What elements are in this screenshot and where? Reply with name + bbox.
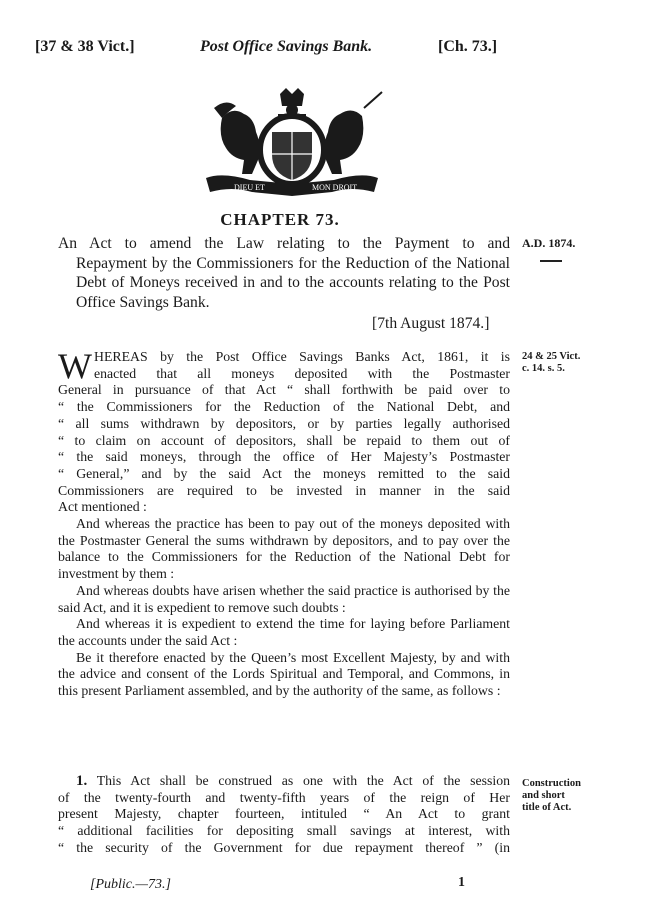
chapter-heading: CHAPTER 73. [220, 210, 340, 229]
section-1-line: present Majesty, chapter fourteen, intituled “ An Act to grant [58, 806, 510, 822]
margin-ref-line-2: c. 14. s. 5. [522, 363, 565, 374]
preamble-line: “ the Commissioners for the Reduction of the National Debt, and [58, 399, 510, 415]
section-1-line: of the twenty-fourth and twenty-fifth years of the reign of Her [58, 789, 510, 805]
section-1-line: “ the security of the Government for due repayment thereof ” (in [58, 839, 510, 855]
margin-divider [540, 260, 562, 262]
act-long-title [58, 234, 510, 312]
section-1-line: “ additional facilities for depositing small savings at interest, with [58, 823, 510, 839]
preamble-line-1: HEREAS by the Post Office Savings Banks Act, 1861, it is [93, 349, 510, 364]
running-header-left: [37 & 38 Vict.] [35, 38, 135, 55]
margin-note-line-2: and short [522, 790, 565, 801]
page-number: 1 [458, 875, 465, 890]
motto-right: MON DROIT [312, 183, 358, 192]
footer-public-ref: [Public.—73.] [90, 877, 171, 892]
drop-cap: W [58, 346, 92, 386]
preamble-line: Commissioners are required to be invested in manner in the said [58, 482, 510, 498]
margin-statute-ref [522, 351, 580, 375]
section-number: 1. [76, 773, 88, 789]
running-header-right: [Ch. 73.] [438, 38, 498, 55]
margin-ad-year: A.D. 1874. [522, 236, 576, 250]
section-1-text: This Act shall be construed as one with the Act of the session [96, 773, 510, 788]
preamble [58, 346, 510, 700]
margin-construction-note [522, 778, 581, 814]
preamble-paragraph-4: And whereas it is expedient to extend the time for laying before Parliament the accounts under the said Act : [58, 616, 510, 648]
preamble-line: “ all sums withdrawn by depositors, or by parties legally authorised [58, 415, 510, 431]
preamble-line: “ the said moneys, through the office of Her Majesty’s Postmaster [58, 449, 510, 465]
crest-icon [192, 88, 390, 198]
title-line-1: An Act to amend the Law relating to the Payment to and [58, 235, 510, 252]
royal-coat-of-arms [192, 88, 390, 198]
margin-ref-line-1: 24 & 25 Vict. [522, 351, 581, 362]
preamble-line: General in pursuance of that Act “ shall forthwith be paid over to [58, 382, 510, 398]
motto-left: DIEU ET [234, 183, 265, 192]
assent-date: [7th August 1874.] [372, 315, 490, 332]
section-1 [58, 773, 510, 857]
margin-note-line-1: Construction [522, 778, 581, 789]
enacting-formula: Be it therefore enacted by the Queen’s most Excellent Majesty, by and with the advice and consent of the Lords Spiritual and Temporal, and Commons, in this present Parliament assembled, and by the authority of the same, as follows : [58, 649, 510, 699]
title-rest: Repayment by the Commissioners for the Reduction of the National Debt of Moneys received in and to the accounts relating to the Post Office Savings Bank. [76, 254, 510, 311]
margin-note-line-3: title of Act. [522, 802, 572, 813]
preamble-line-2: enacted that all moneys deposited with the Postmaster [93, 365, 510, 381]
preamble-line: “ General,” and by the said Act the moneys remitted to the said [58, 465, 510, 481]
preamble-paragraph-2: And whereas the practice has been to pay out of the moneys deposited with the Postmaster General the sums withdrawn by depositors, and to pay over the balance to the Commissioners for the Reduction of the National Debt for investment by them : [58, 516, 510, 582]
preamble-line: Act mentioned : [58, 499, 147, 515]
running-header-title: Post Office Savings Bank. [200, 38, 373, 55]
preamble-line: “ to claim on account of depositors, shall be repaid to them out of [58, 432, 510, 448]
section-1-line-1 [58, 773, 510, 790]
preamble-paragraph-3: And whereas doubts have arisen whether the said practice is authorised by the said Act, and it is expedient to remove such doubts : [58, 582, 510, 615]
